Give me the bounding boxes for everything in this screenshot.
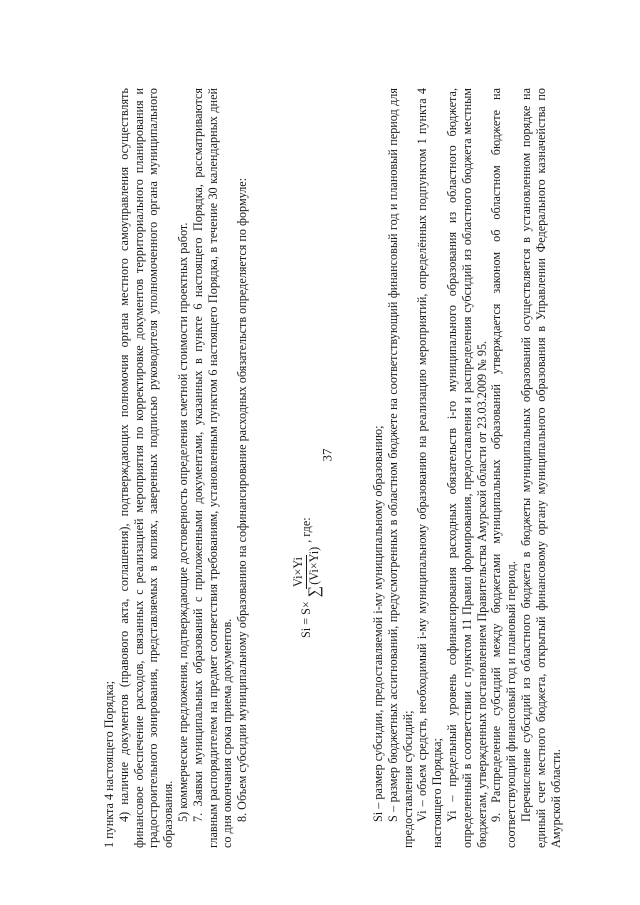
paragraph: 1 пункта 4 настоящего Порядка; — [102, 680, 116, 848]
paragraph: Yi – предельный уровень софинансирования расходных обязательств i-го муниципального образования из областного бюджета, определенный в соответствии с пунктом 11 Правил формирования, предоставления и распределения субсидий из областного бюджета местным бюджетам, утвержденных постановлением Правительства Амурской области от 23.03.2009 № 95. — [444, 88, 489, 848]
formula-fraction — [291, 545, 323, 599]
top-text-block — [102, 88, 250, 848]
formula-suffix: , где: — [299, 517, 314, 543]
bottom-text-block — [371, 88, 563, 848]
sigma-symbol: ∑ — [305, 585, 323, 598]
paragraph: 4) наличие документов (правового акта, соглашения), подтверждающих полномочия органа местного самоуправления осуществлять финансовое обеспечение расходов, связанных с реализацией мероприятия по корректировке документов территориального планирования и градостроительного зонирования, представляемых в копиях, заверенных подписью руководителя уполномоченного органа муниципального образования. — [116, 88, 176, 848]
formula-row — [285, 88, 339, 848]
paragraph: Vi – объем средств, необходимый i-му муниципальному образованию на реализацию мероприятий, определённых подпунктом 1 пункта 4 настоящего Порядка; — [415, 88, 445, 848]
document-body — [102, 88, 563, 848]
formula-denominator-wrap — [307, 545, 323, 599]
page-number: 37 — [319, 448, 335, 462]
formula-denominator: (Vi×Yi) — [307, 546, 322, 585]
paragraph: S – размер бюджетных ассигнований, предусмотренных в областном бюджете на соответствующий финансовый год и плановый период для предоставления субсидий; — [385, 88, 415, 848]
paragraph: 9. Распределение субсидий между бюджетами муниципальных образований утверждается законом об областном бюджете на соответствующий финансовый год и плановый период. — [489, 88, 519, 848]
subsidy-formula — [291, 517, 323, 638]
paragraph: 7. Заявки муниципальных образований с приложенными документами, указанных в пункте 6 настоящего Порядка, рассматриваются главным распорядителем на предмет соответствия требованиям, установленным пунктом 6 настоящего Порядка, в течение 30 календарных дней со дня окончания срока приема документов. — [190, 88, 235, 848]
formula-lhs: Si = S× — [299, 601, 314, 638]
paragraph: Si – размер субсидии, предоставляемой i-му муниципальному образованию; — [370, 425, 385, 822]
paragraph: 8. Объем субсидии муниципальному образованию на софинансирование расходных обязательств определяется по формуле: — [235, 177, 250, 822]
formula-numerator: Vi×Yi — [290, 557, 305, 587]
paragraph: 5) коммерческие предложения, подтверждающие достоверность определения сметной стоимости проектных работ. — [175, 222, 190, 822]
paragraph: Перечисление субсидий из областного бюджета в бюджеты муниципальных образований осуществляется в установленном порядке на единый счет местного бюджета, открытый финансовому органу муниципального образования в Управлении Федерального казначейства по Амурской области. — [518, 88, 563, 848]
